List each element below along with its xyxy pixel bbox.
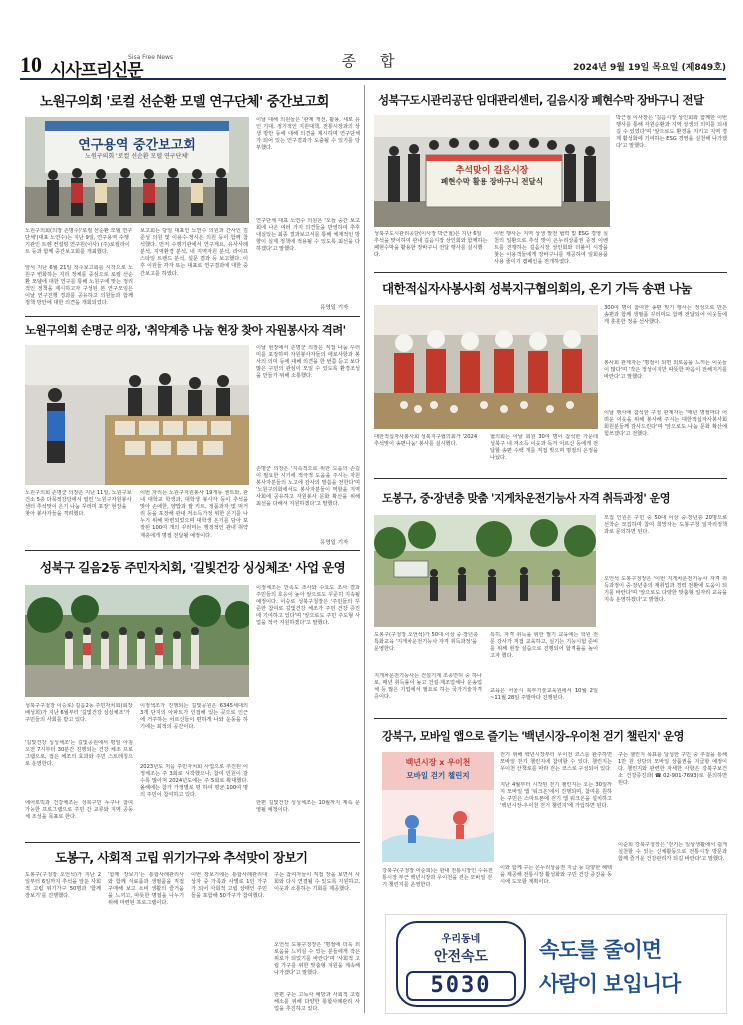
body-b4-1: 걷기 위해 백년시장부터 우이천 코스를 완주하면 모바일 걷기 챌린지에 참여할 수 있다. 챌린지는 우이천 산책로를 따라 걷는 코스로 구성되어 있다. xyxy=(500,752,612,773)
body-b4-4: 구는 챌린지 목표를 달성한 구민 중 추첨을 통해 1만 원 상당의 모바일 상품권을 지급할 예정이다. 챌린지와 관련한 자세한 사항은 강북구보건소 건강증진과(☎02-901-7693)로 문의하면 된다. xyxy=(618,752,727,787)
body-a2-1: 이번 자리는 노원구자원봉사 19개동 센트와, 관내 대학교 학생과, 대학생 봉사자 등이 추석을 맞아 손에한, 양밥과 쌀 키트, 정품과자 및 먹거리 등을 포장해 관내 저소득가정 위한 온기를 나누기 위해 마련되었으며 대학생 온기를 담아 포장된 100여 개의 꾸러미는 행정적인 관내 취약계층에게 명절 전달될 예정이다. xyxy=(140,490,248,539)
caption-a1: 노원구의회(의장 손명수)'로컬 선순환 모델 연구단체'(대표 노연수)는 지난 9일, 연구용역 수행 기관인 트렌 컨설팅 연구원(이사) (주)로컬라이트 등과 함께 중간보고회를 개최했다. xyxy=(25,228,133,256)
body-a4-4: 구는 참여자들이 직접 장을 보면서 사회와 다시 연결될 수 있도록 지원하고, 이웃과 소통하는 기회를 제공했다. xyxy=(274,872,360,893)
paper-subtitle: Sisa Free News xyxy=(128,54,174,61)
headline-a4: 도봉구, 사회적 고립 위기가구와 추석맞이 장보기 xyxy=(55,850,308,865)
body-a1-4: 연구단체 대표 노연수 의원은 '오늘 중간 보고회에 나온 여러 가지 의견들을 반영하여 추후 내실있는 최종 결과보고서를 통해 체계적인 방향이 실제 정책에 적용될 수 있도록 최선을 다하겠다'고 말했다. xyxy=(256,218,360,253)
body-a4-2: '함께 장보기'는 통합사례관리사와 함께 식료품과 생필품을 직접 구매해 보고 소비 생활의 즐거움을 느끼고, 따뜻한 명절을 나누기 위해 마련된 프로그램이다. xyxy=(108,872,184,907)
body-a2-3: 손명군 의장은 '지속적으로 위한 도움의 손길이 필요한 시기에 적극적 도움을 주시는 자원봉사자분들의 노고에 감사의 말씀을 전한다'며 '노원구의회에서도 봉사자분들이 역할을 지역사회에 공유하고 자원봉사 문화 확산을 위해 최선을 다해서 지원하겠다'고 말했다. xyxy=(256,466,360,508)
body-b2-4: 이날 행사에 참석한 구청 관계자는 '매년 명절마다 어려운 이웃을 위해 봉사해 주시는 대한적십자사봉사회 회원분들께 감사드린다'며 '앞으로도 나눔 문화 확산에 힘쓰겠다'고 전했다. xyxy=(604,410,727,438)
article-divider xyxy=(374,478,727,479)
photo-a3 xyxy=(25,585,249,697)
article-divider xyxy=(25,842,360,843)
headline-b4: 강북구, 모바일 앱으로 즐기는 '백년시장-우이천 걷기 챌린지' 운영 xyxy=(382,730,684,743)
body-b3-4: 모집 인원은 구민 중 50대 이상 중·장년층 20명으로 선착순 모집하며 참여 희망자는 도봉구청 일자리정책과로 문의하면 된다. xyxy=(604,515,727,536)
headline-b1: 성북구도시관리공단 임대관리센터, 길음시장 폐현수막 장바구니 전달 xyxy=(378,93,704,107)
body-a3-6: 한편 길빛건강 싱싱체조는 10월까지 계속 운영될 예정이다. xyxy=(256,800,360,814)
article-divider xyxy=(374,718,727,719)
body-a3-5: 이정체조는 만족도 조사와 수요도 조사 결과 주민들의 호응이 높아 앞으로도 꾸준히 지속될 예정이다. 이승로 성북구청장은 '주민들의 꾸준한 참여로 길빛건강 체조가 주민 건강 증진에 기여하고 있다'며 '앞으로도 주민 주도형 사업을 적극 지원하겠다'고 말했다. xyxy=(256,585,360,627)
banner-a1-sub: 노원구의회 '로컬 선순환 모델 연구단체' xyxy=(85,153,189,160)
caption-a3: 성북구구청장 이승로) 길음2동 주민자치회(회장 배성희)가 지난 6월부터 '길빛건강 싱싱체조'가 구민들의 사회를 받고 있다. xyxy=(25,703,133,724)
poster-b4-title: 백년시장 x 우이천 xyxy=(405,758,471,767)
headline-a1: 노원구의회 '로컬 선순환 모델 연구단체' 중간보고회 xyxy=(40,94,329,110)
article-divider xyxy=(25,316,360,317)
caption-b2: 대한적십자사봉사회 성북지구협의회가 '2024 추석맞이 송편나눔' 봉사를 실시했다. xyxy=(374,434,478,448)
ad-badge-top: 우리동네 xyxy=(441,934,481,945)
ad-badge-mid: 안전속도 xyxy=(433,949,489,965)
page-number: 10 xyxy=(20,52,42,77)
body-b2-3: 봉사회 관계자는 '명절이 되면 외로움을 느끼는 이웃들이 많다'며 '작은 정성이지만 따뜻한 마음이 전해지기를 바란다'고 말했다. xyxy=(604,360,727,381)
body-b3-3: 교육은 서울시 북부기술교육원에서 10월 2일~11월 28일 주말마다 진행된다. xyxy=(490,688,598,702)
article-divider xyxy=(25,550,360,551)
body-b3-2: 특히, 자격 취득을 위한 필기 교육에는 학원 전문 강사가 직접 교육하고, 실기는 기능시험 준비를 위해 현장 실습으로 진행되어 합격률을 높이고자 했다. xyxy=(490,632,598,660)
body-a3-1: '길빛건강 싱싱체조'는 길빛공원에서 평일 아침 오전 7시부터 30분간 진행되는 건강 체조 프로그램으로, 접은 체조의 효과와 주민 스트레칭으로 운영한다. xyxy=(25,740,133,768)
photo-a2 xyxy=(25,345,249,485)
paper-name: 시사프리신문 xyxy=(50,61,143,81)
photo-b3 xyxy=(374,515,596,627)
body-a1-3: 이날 대해 의원들은 '관계 개선, 활용, 새로 유인 기대, 정기적인 지원대책, 전통시장과의 상생 방안 등에 대해 의견을 제시하며 연구단체가 되어 있는 연구결과가 도출될 수 있기를 당부했다. xyxy=(256,117,360,152)
body-a4-1: 도봉구(구청장 오언석)가 지난 2일부터 6일까지 추석을 앞둔 사회적 고립 위기가구 50명과 '함께 장보기'를 진행했다. xyxy=(25,872,101,900)
banner-b1-title: 추석맞이 길음시장 xyxy=(455,166,529,176)
body-b1-1: 이번 행사는 지역 상생 발전 협력 및 ESG 경영 실천의 일환으로 추석 맞이 온누리상품권 증정 이벤트를 진행하는 길음시장 상인회와 더불어 시장을 찾는 이용객들에게 장바구니를 제공하여 일회용품 사용 줄이기 캠페인을 전개하였다. xyxy=(494,231,608,266)
issue-date: 2024년 9월 19일 목요일 (제849호) xyxy=(573,63,726,73)
safety-speed-ad xyxy=(385,914,727,1014)
banner-b1-sub: 폐현수막 활용 장바구니 전달식 xyxy=(440,177,544,186)
headline-b3: 도봉구, 중·장년층 맞춤 '지게차운전기능사 자격 취득과정' 운영 xyxy=(382,492,670,505)
ad-badge-number: 5030 xyxy=(430,973,492,998)
body-b3-5: 오언석 도봉구청장은 '이번 지게차운전기능사 자격 취득과정이 중·장년층의 재취업과 경력 전환에 도움이 되기를 바란다'며 '앞으로도 다양한 맞춤형 일자리 교육을 지속 운영하겠다'고 밝혔다. xyxy=(604,576,727,604)
body-a1-2: 보고회는 당일 대표인 노연수 의원과 간사인 김준성 의원 및 이용수·정시은 의원 등이 함께 참석했다. 먼저 수행기관에서 연구계요, 유사사례분석, 지역환경 분석, 내 지역자원 분석, 라이프스타일 트렌드 분석, 설문 결과 등 보고했다. 이후 이원들 각자 또는 대표로 연구결과에 대한 중간보고를 하였다. xyxy=(140,228,248,277)
body-a3-3: 이정색조가 진행되는 길빛공원은 6345세대의 3개 단지의 아파트가 인접해 있는 곳으로 인근에 거주하는 어르신들이 편하게 나와 운동을 하기에는 최적의 공간이다. xyxy=(140,703,248,731)
ad-line-1: 속도를 줄이면 xyxy=(539,938,662,962)
photo-a1 xyxy=(25,117,249,223)
body-a4-5: 오언석 도봉구청장은 '명절에 더욱 외로움을 느끼실 수 있는 분들에게 작은 위로가 되었기를 바란다'며 '사회적 고립 가구를 위한 맞춤형 지원을 계속해 나가겠다'고 말했다. xyxy=(274,942,360,977)
body-b4-3: 이와 함께 구는 온누리상품권 지급 등 다양한 혜택을 제공해 전통시장 활성화와 구민 건강 증진을 동시에 도모할 계획이다. xyxy=(500,865,612,886)
caption-b1: 성북구도시관리공단(이사장 박근철)은 지난 6일 추석을 맞이하여 관내 길음시장 상인회와 함께하는 폐현수막을 활용한 장바구니 전달 행사를 실시했다. xyxy=(374,231,488,259)
body-b4-2: 지난 4월부터 시작된 걷기 챌린지는 오는 30일까지 모바일 앱 '워크온'에서 진행되며, 참여를 원하는 구민은 스마트폰에 걷기 앱 워크온을 설치하고 '백년시장-우이천 걷기 챌린지'에 가입하면 된다. xyxy=(500,782,612,810)
body-a4-6: 한편 구는 고독사 예방과 사회적 고립 해소를 위해 다양한 통합사례관리 사업을 추진하고 있다. xyxy=(274,992,360,1012)
caption-a2: 노원구의회 손명군 의장은 지난 11일, 노원구보건소 5층 다목적강당에서 열린 '노원구자원봉사센터 추석맞이 온기 나눔 꾸러미 포장' 현장을 찾아 봉사자들을 격려했다. xyxy=(25,490,132,518)
photo-b2 xyxy=(374,305,598,429)
masthead xyxy=(20,48,726,80)
body-a3-2: 에어로빅과 건강체조는 성북구민 누구나 참여 가능한 프로그램으로 주민 간 교류와 지역 공동체 조성을 목표로 한다. xyxy=(25,800,133,821)
byline-a2: 유영일 기자 xyxy=(320,540,349,546)
body-b1-2: 박근철 이사장은 '길음시장 상인회와 함께한 이번 행사를 통해 자원순환과 지역 상생의 의미를 되새길 수 있었다'며 '앞으로도 환경을 지키고 지역 경제 활성화에 기여하는 ESG 경영을 실천해 나가겠다'고 말했다. xyxy=(616,115,727,150)
headline-b2: 대한적십자사봉사회 성북지구협의회의, 온기 가득 송편 나눔 xyxy=(382,281,692,296)
caption-b4: 강북구(구청장 이순희)는 관내 전통시장인 수유전통시장 부근 백년시장과 우이천을 걷는 모바일 걷기 챌린지를 운영한다. xyxy=(382,868,493,889)
ad-line-2: 사람이 보입니다 xyxy=(539,972,681,996)
body-a2-2: 이날 현장에서 손명군 의장은 직접 나눔 꾸러미를 포장하며 자원봉사자들의 애로사항과 봉사의 의미 등에 대해 의견을 한 번쯤 듣고 보다 많은 구민의 관심이 모일 수 있도록 환경조성을 만들기 위해 소통했다. xyxy=(256,345,360,380)
body-b3-1: 지게차운전기능사는 건설기계 조종면허 중 하나로, 매년 취득률이 높고 건설·제조업체나 운송업체 등 많은 기업에서 필요로 하는 국가기술자격증이다. xyxy=(374,673,482,701)
article-divider xyxy=(374,272,727,273)
byline-a1: 유영일 기자 xyxy=(320,305,349,311)
body-b2-2: 300여 명이 참여한 송편 빚기 행사는 정성으로 만든 송편과 함께 생필품 꾸러미도 함께 전달되어 이웃들에게 훈훈한 정을 선사했다. xyxy=(604,305,727,326)
headline-a2: 노원구의회 손명군 의장, '취약계층 나눔 현장 찾아 자원봉사자 격려' xyxy=(25,323,346,337)
body-a1-1: 앞서 지난 6월 21일 착수보고회를 시작으로 노원구 변화하는 지리 정체를 중심으로 로컬 선순환 모델에 대한 연구를 통해 노원구에 맞는 정리적인 정책을 제시하고자 구성된 본 연구모임은 이날 연구진행 경과를 공유하고 의원들과 함께 정책 방안에 대한 의견을 개회되었다. xyxy=(25,265,133,307)
banner-a1-title: 연구용역 중간보고회 xyxy=(78,138,196,153)
body-a3-4: 2023년도 처음 주민자치회 사업으로 추진된 이정체조는 주 3회로 시작했으나, 참여 인원이 갈수록 많아져 2024년도에는 주 5회로 확대했다. 올해에는 참가 가정별로 평 하여 평균 100여 명의 주민이 참여하고 있다. xyxy=(140,764,248,799)
headline-a3: 성북구 길음2동 주민자치회, '길빛건강 싱싱체조' 사업 운영 xyxy=(40,560,346,575)
body-a4-3: 이번 장보기에는 통합사례관리대상자 중 가족과 사별로 1인 가구가 되어 사회적 고립 상태인 주민들을 포함해 50가구가 참여했다. xyxy=(191,872,267,900)
photo-b4-poster xyxy=(382,752,494,862)
body-b4-5: 이순희 강북구청장은 '걷기는 일상생활에서 쉽게 실천할 수 있는 신체활동으로 전통시장 방문과 함께 즐거운 건강관리가 되길 바란다'고 말했다. xyxy=(618,842,727,863)
column-divider xyxy=(364,85,365,1013)
poster-b4-sub: 모바일 걷기 챌린지 xyxy=(406,771,470,780)
body-b2-1: 협의회는 이날 회원 30여 명이 참석한 가운데 성북구 내 저소득 이웃과 독거 어르신 등에게 전달할 송편 수백 개를 직접 빚으며 명절의 온정을 나눴다. xyxy=(490,434,598,462)
section-title: 종합 xyxy=(341,52,419,70)
caption-b3: 도봉구(구청장 오언석)가 50대 이상 중·장년층 특화교육 '지게차운전기능사 자격 취득과정'을 운영한다. xyxy=(374,632,479,653)
